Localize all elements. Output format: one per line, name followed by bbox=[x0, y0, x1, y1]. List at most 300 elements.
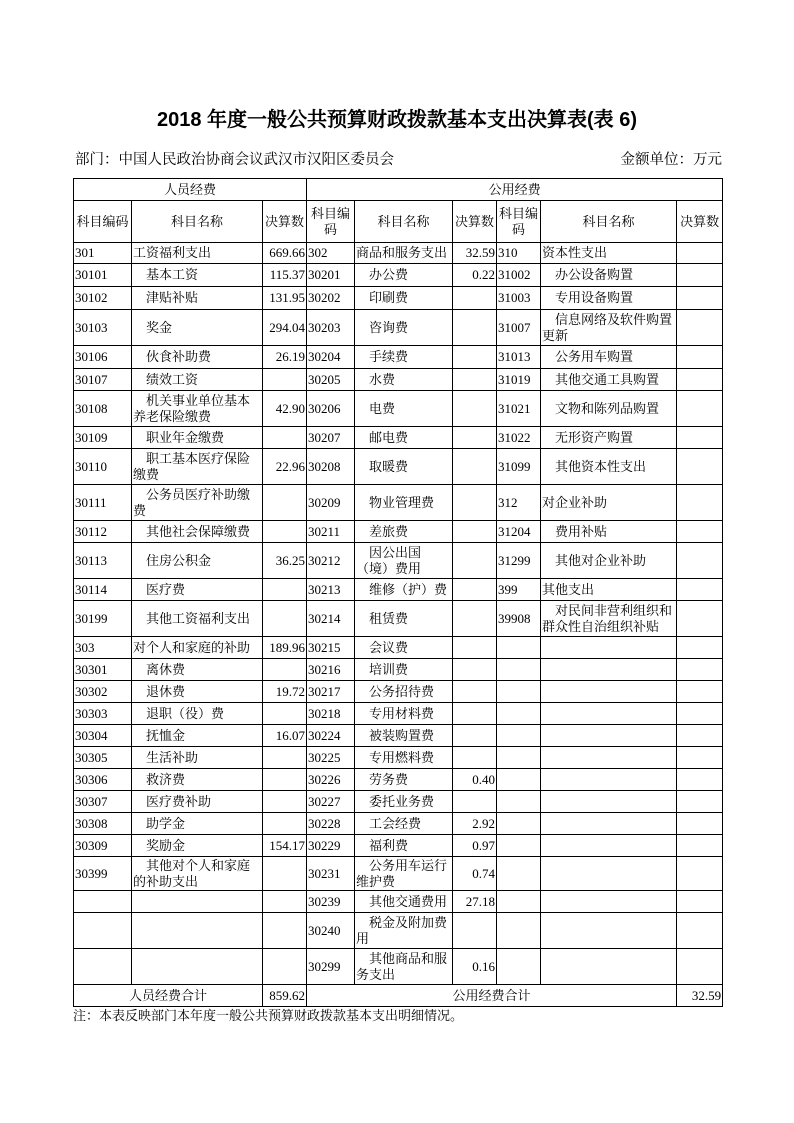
public-b-amount-cell bbox=[677, 264, 723, 287]
public-amount-cell: 2.92 bbox=[453, 813, 497, 835]
public-b-code-cell bbox=[497, 857, 541, 891]
table-row bbox=[74, 287, 723, 310]
public-code-cell: 30203 bbox=[307, 310, 355, 346]
public-b-code-cell bbox=[497, 891, 541, 913]
public-code-cell: 30218 bbox=[307, 703, 355, 725]
public-b-code-cell: 31007 bbox=[497, 310, 541, 346]
personnel-amount-cell bbox=[263, 601, 307, 637]
public-amount-cell bbox=[453, 791, 497, 813]
personnel-amount-cell: 154.17 bbox=[263, 835, 307, 857]
public-amount-cell bbox=[453, 449, 497, 485]
public-amount-cell bbox=[453, 485, 497, 521]
public-name-cell: 公务用车运行维护费 bbox=[355, 857, 453, 891]
personnel-code-cell: 30110 bbox=[74, 449, 132, 485]
public-b-amount-cell bbox=[677, 913, 723, 949]
document-title: 2018 年度一般公共预算财政拨款基本支出决算表(表 6) bbox=[156, 109, 638, 131]
public-code-cell: 30299 bbox=[307, 949, 355, 985]
public-amount-cell: 0.74 bbox=[453, 857, 497, 891]
personnel-total-amount: 859.62 bbox=[263, 985, 307, 1007]
group-header-row bbox=[74, 179, 723, 201]
public-b-name-header: 科目名称 bbox=[541, 201, 677, 243]
public-b-code-cell bbox=[497, 703, 541, 725]
public-b-name-cell bbox=[541, 913, 677, 949]
public-amount-cell: 0.16 bbox=[453, 949, 497, 985]
personnel-name-cell: 奖励金 bbox=[132, 835, 263, 857]
personnel-code-cell: 30114 bbox=[74, 579, 132, 601]
public-amount-cell bbox=[453, 521, 497, 543]
personnel-code-cell: 30302 bbox=[74, 681, 132, 703]
personnel-name-cell: 其他对个人和家庭的补助支出 bbox=[132, 857, 263, 891]
public-code-cell: 30211 bbox=[307, 521, 355, 543]
table-row bbox=[74, 391, 723, 427]
public-b-code-cell bbox=[497, 681, 541, 703]
personnel-amount-cell: 26.19 bbox=[263, 346, 307, 369]
personnel-code-cell: 303 bbox=[74, 637, 132, 659]
public-name-cell: 福利费 bbox=[355, 835, 453, 857]
personnel-name-cell bbox=[132, 913, 263, 949]
public-b-amount-cell bbox=[677, 703, 723, 725]
personnel-amount-cell: 22.96 bbox=[263, 449, 307, 485]
personnel-code-cell: 30102 bbox=[74, 287, 132, 310]
personnel-amount-cell bbox=[263, 813, 307, 835]
personnel-amount-cell: 189.96 bbox=[263, 637, 307, 659]
public-name-cell: 物业管理费 bbox=[355, 485, 453, 521]
public-b-amount-cell bbox=[677, 346, 723, 369]
personnel-code-cell: 30112 bbox=[74, 521, 132, 543]
public-b-code-cell: 31021 bbox=[497, 391, 541, 427]
public-b-code-cell bbox=[497, 835, 541, 857]
public-code-cell: 30227 bbox=[307, 791, 355, 813]
personnel-amount-cell bbox=[263, 369, 307, 391]
table-row bbox=[74, 949, 723, 985]
public-b-amount-cell bbox=[677, 369, 723, 391]
public-b-code-cell: 310 bbox=[497, 243, 541, 264]
public-name-cell: 邮电费 bbox=[355, 427, 453, 449]
public-code-cell: 30213 bbox=[307, 579, 355, 601]
table-row bbox=[74, 725, 723, 747]
public-name-cell: 差旅费 bbox=[355, 521, 453, 543]
personnel-name-cell bbox=[132, 891, 263, 913]
public-name-cell: 租赁费 bbox=[355, 601, 453, 637]
public-name-cell: 电费 bbox=[355, 391, 453, 427]
public-b-name-cell bbox=[541, 857, 677, 891]
public-name-cell: 取暖费 bbox=[355, 449, 453, 485]
public-b-name-cell: 对企业补助 bbox=[541, 485, 677, 521]
public-code-cell: 30228 bbox=[307, 813, 355, 835]
public-amount-cell: 27.18 bbox=[453, 891, 497, 913]
public-b-amount-cell bbox=[677, 287, 723, 310]
department-label: 部门：中国人民政治协商会议武汉市汉阳区委员会 bbox=[75, 152, 394, 168]
personnel-code-cell: 30399 bbox=[74, 857, 132, 891]
public-amount-cell: 0.40 bbox=[453, 769, 497, 791]
table-row bbox=[74, 769, 723, 791]
public-code-cell: 30217 bbox=[307, 681, 355, 703]
public-name-header: 科目名称 bbox=[355, 201, 453, 243]
public-b-amount-cell bbox=[677, 857, 723, 891]
public-amount-cell bbox=[453, 681, 497, 703]
public-b-name-cell bbox=[541, 813, 677, 835]
personnel-code-cell: 30306 bbox=[74, 769, 132, 791]
public-amount-cell: 0.22 bbox=[453, 264, 497, 287]
public-name-cell: 手续费 bbox=[355, 346, 453, 369]
public-b-code-cell bbox=[497, 725, 541, 747]
personnel-amount-header: 决算数 bbox=[263, 201, 307, 243]
personnel-name-cell: 基本工资 bbox=[132, 264, 263, 287]
personnel-amount-cell: 294.04 bbox=[263, 310, 307, 346]
public-name-cell: 因公出国（境）费用 bbox=[355, 543, 453, 579]
table-row bbox=[74, 703, 723, 725]
public-b-code-cell: 31013 bbox=[497, 346, 541, 369]
public-amount-cell bbox=[453, 427, 497, 449]
public-b-name-cell bbox=[541, 725, 677, 747]
public-name-cell: 培训费 bbox=[355, 659, 453, 681]
public-b-name-cell: 费用补贴 bbox=[541, 521, 677, 543]
personnel-code-cell: 30113 bbox=[74, 543, 132, 579]
personnel-amount-cell: 19.72 bbox=[263, 681, 307, 703]
personnel-amount-cell bbox=[263, 913, 307, 949]
public-amount-cell bbox=[453, 369, 497, 391]
public-name-cell: 专用材料费 bbox=[355, 703, 453, 725]
public-b-amount-cell bbox=[677, 769, 723, 791]
public-b-name-cell bbox=[541, 637, 677, 659]
public-b-amount-cell bbox=[677, 891, 723, 913]
personnel-code-cell: 30109 bbox=[74, 427, 132, 449]
public-b-code-cell: 312 bbox=[497, 485, 541, 521]
public-name-cell: 公务招待费 bbox=[355, 681, 453, 703]
personnel-code-cell: 30309 bbox=[74, 835, 132, 857]
personnel-total-label: 人员经费合计 bbox=[74, 985, 263, 1007]
public-b-amount-cell bbox=[677, 813, 723, 835]
public-b-name-cell: 资本性支出 bbox=[541, 243, 677, 264]
public-b-amount-cell bbox=[677, 637, 723, 659]
personnel-amount-cell bbox=[263, 949, 307, 985]
public-total-amount: 32.59 bbox=[677, 985, 723, 1007]
public-name-cell: 委托业务费 bbox=[355, 791, 453, 813]
public-name-cell: 税金及附加费用 bbox=[355, 913, 453, 949]
public-b-name-cell bbox=[541, 891, 677, 913]
table-row bbox=[74, 681, 723, 703]
personnel-amount-cell bbox=[263, 485, 307, 521]
personnel-group-header: 人员经费 bbox=[74, 179, 307, 201]
public-b-name-cell: 专用设备购置 bbox=[541, 287, 677, 310]
public-code-cell: 30214 bbox=[307, 601, 355, 637]
public-b-name-cell: 对民间非营利组织和群众性自治组织补贴 bbox=[541, 601, 677, 637]
amount-unit-label: 金额单位：万元 bbox=[620, 152, 722, 168]
personnel-name-cell: 退职（役）费 bbox=[132, 703, 263, 725]
public-b-amount-cell bbox=[677, 791, 723, 813]
public-total-label: 公用经费合计 bbox=[307, 985, 677, 1007]
public-b-amount-cell bbox=[677, 427, 723, 449]
public-b-code-cell bbox=[497, 813, 541, 835]
personnel-amount-cell bbox=[263, 857, 307, 891]
table-row bbox=[74, 747, 723, 769]
public-amount-cell bbox=[453, 391, 497, 427]
public-code-cell: 30215 bbox=[307, 637, 355, 659]
public-b-code-cell bbox=[497, 949, 541, 985]
public-amount-cell bbox=[453, 287, 497, 310]
public-b-name-cell bbox=[541, 791, 677, 813]
personnel-amount-cell bbox=[263, 579, 307, 601]
personnel-name-cell: 离休费 bbox=[132, 659, 263, 681]
public-code-cell: 30207 bbox=[307, 427, 355, 449]
public-code-cell: 30229 bbox=[307, 835, 355, 857]
public-amount-cell bbox=[453, 659, 497, 681]
public-amount-cell bbox=[453, 637, 497, 659]
public-code-cell: 302 bbox=[307, 243, 355, 264]
table-row bbox=[74, 449, 723, 485]
personnel-name-cell: 住房公积金 bbox=[132, 543, 263, 579]
public-amount-cell bbox=[453, 747, 497, 769]
meta-line bbox=[73, 150, 722, 170]
public-b-name-cell bbox=[541, 949, 677, 985]
public-code-cell: 30231 bbox=[307, 857, 355, 891]
public-amount-cell: 32.59 bbox=[453, 243, 497, 264]
table-row bbox=[74, 369, 723, 391]
public-b-name-cell: 其他资本性支出 bbox=[541, 449, 677, 485]
public-b-name-cell: 其他交通工具购置 bbox=[541, 369, 677, 391]
public-b-amount-cell bbox=[677, 725, 723, 747]
public-code-cell: 30206 bbox=[307, 391, 355, 427]
personnel-name-cell: 奖金 bbox=[132, 310, 263, 346]
table-row bbox=[74, 264, 723, 287]
public-b-amount-header: 决算数 bbox=[677, 201, 723, 243]
public-amount-cell bbox=[453, 346, 497, 369]
public-amount-cell: 0.97 bbox=[453, 835, 497, 857]
personnel-amount-cell bbox=[263, 891, 307, 913]
public-b-amount-cell bbox=[677, 391, 723, 427]
table-row bbox=[74, 346, 723, 369]
public-name-cell: 会议费 bbox=[355, 637, 453, 659]
table-row bbox=[74, 813, 723, 835]
public-b-amount-cell bbox=[677, 949, 723, 985]
personnel-amount-cell: 115.37 bbox=[263, 264, 307, 287]
public-b-code-cell bbox=[497, 659, 541, 681]
public-b-code-cell bbox=[497, 637, 541, 659]
personnel-amount-cell: 669.66 bbox=[263, 243, 307, 264]
table-body bbox=[74, 243, 723, 985]
public-b-amount-cell bbox=[677, 601, 723, 637]
footnote: 注：本表反映部门本年度一般公共预算财政拨款基本支出明细情况。 bbox=[73, 1008, 464, 1023]
public-code-header: 科目编码 bbox=[307, 201, 355, 243]
public-b-code-cell bbox=[497, 791, 541, 813]
table-row bbox=[74, 579, 723, 601]
personnel-amount-cell bbox=[263, 521, 307, 543]
personnel-name-cell: 救济费 bbox=[132, 769, 263, 791]
public-b-amount-cell bbox=[677, 681, 723, 703]
public-b-amount-cell bbox=[677, 543, 723, 579]
personnel-name-cell: 职工基本医疗保险缴费 bbox=[132, 449, 263, 485]
public-b-code-cell bbox=[497, 913, 541, 949]
public-name-cell: 其他交通费用 bbox=[355, 891, 453, 913]
personnel-code-cell bbox=[74, 949, 132, 985]
public-b-code-cell: 31099 bbox=[497, 449, 541, 485]
public-code-cell: 30205 bbox=[307, 369, 355, 391]
personnel-code-cell: 30106 bbox=[74, 346, 132, 369]
public-b-amount-cell bbox=[677, 521, 723, 543]
public-amount-cell bbox=[453, 913, 497, 949]
public-name-cell: 被装购置费 bbox=[355, 725, 453, 747]
personnel-name-cell: 医疗费补助 bbox=[132, 791, 263, 813]
personnel-name-cell: 工资福利支出 bbox=[132, 243, 263, 264]
personnel-amount-cell: 42.90 bbox=[263, 391, 307, 427]
personnel-amount-cell: 36.25 bbox=[263, 543, 307, 579]
public-name-cell: 水费 bbox=[355, 369, 453, 391]
expenditure-table bbox=[73, 178, 723, 1007]
table-row bbox=[74, 791, 723, 813]
personnel-name-cell: 退休费 bbox=[132, 681, 263, 703]
personnel-name-cell: 公务员医疗补助缴费 bbox=[132, 485, 263, 521]
public-b-code-cell: 39908 bbox=[497, 601, 541, 637]
personnel-name-cell: 津贴补贴 bbox=[132, 287, 263, 310]
public-b-code-cell: 31003 bbox=[497, 287, 541, 310]
personnel-amount-cell: 131.95 bbox=[263, 287, 307, 310]
public-code-cell: 30240 bbox=[307, 913, 355, 949]
public-b-name-cell: 公务用车购置 bbox=[541, 346, 677, 369]
personnel-code-cell: 30111 bbox=[74, 485, 132, 521]
personnel-name-cell: 对个人和家庭的补助 bbox=[132, 637, 263, 659]
public-b-code-cell: 31022 bbox=[497, 427, 541, 449]
column-header-row bbox=[74, 201, 723, 243]
personnel-amount-cell: 16.07 bbox=[263, 725, 307, 747]
personnel-code-cell: 30103 bbox=[74, 310, 132, 346]
personnel-name-cell: 绩效工资 bbox=[132, 369, 263, 391]
personnel-code-cell: 30108 bbox=[74, 391, 132, 427]
public-b-name-cell: 其他对企业补助 bbox=[541, 543, 677, 579]
public-name-cell: 商品和服务支出 bbox=[355, 243, 453, 264]
public-b-name-cell: 文物和陈列品购置 bbox=[541, 391, 677, 427]
public-b-name-cell bbox=[541, 835, 677, 857]
personnel-code-cell: 30199 bbox=[74, 601, 132, 637]
personnel-code-cell bbox=[74, 891, 132, 913]
table-row bbox=[74, 521, 723, 543]
public-code-cell: 30202 bbox=[307, 287, 355, 310]
public-b-code-cell: 31299 bbox=[497, 543, 541, 579]
personnel-name-cell: 伙食补助费 bbox=[132, 346, 263, 369]
personnel-code-cell: 30305 bbox=[74, 747, 132, 769]
public-amount-header: 决算数 bbox=[453, 201, 497, 243]
personnel-amount-cell bbox=[263, 791, 307, 813]
public-code-cell: 30201 bbox=[307, 264, 355, 287]
public-name-cell: 维修（护）费 bbox=[355, 579, 453, 601]
public-b-name-cell: 办公设备购置 bbox=[541, 264, 677, 287]
table-row bbox=[74, 310, 723, 346]
public-b-amount-cell bbox=[677, 449, 723, 485]
public-name-cell: 办公费 bbox=[355, 264, 453, 287]
personnel-code-cell: 30101 bbox=[74, 264, 132, 287]
public-amount-cell bbox=[453, 601, 497, 637]
public-b-code-cell: 31019 bbox=[497, 369, 541, 391]
public-amount-cell bbox=[453, 725, 497, 747]
personnel-code-header: 科目编码 bbox=[74, 201, 132, 243]
public-name-cell: 劳务费 bbox=[355, 769, 453, 791]
public-name-cell: 专用燃料费 bbox=[355, 747, 453, 769]
personnel-code-cell: 301 bbox=[74, 243, 132, 264]
personnel-name-cell: 职业年金缴费 bbox=[132, 427, 263, 449]
table-row bbox=[74, 891, 723, 913]
personnel-name-cell: 生活补助 bbox=[132, 747, 263, 769]
personnel-name-cell: 其他社会保障缴费 bbox=[132, 521, 263, 543]
public-b-amount-cell bbox=[677, 835, 723, 857]
public-group-header: 公用经费 bbox=[307, 179, 723, 201]
public-code-cell: 30224 bbox=[307, 725, 355, 747]
public-code-cell: 30209 bbox=[307, 485, 355, 521]
table-row bbox=[74, 485, 723, 521]
public-name-cell: 印刷费 bbox=[355, 287, 453, 310]
personnel-name-cell bbox=[132, 949, 263, 985]
personnel-code-cell: 30308 bbox=[74, 813, 132, 835]
table-row bbox=[74, 637, 723, 659]
public-amount-cell bbox=[453, 579, 497, 601]
public-b-code-cell bbox=[497, 769, 541, 791]
public-b-code-cell: 399 bbox=[497, 579, 541, 601]
public-b-amount-cell bbox=[677, 310, 723, 346]
public-b-amount-cell bbox=[677, 659, 723, 681]
table-row bbox=[74, 835, 723, 857]
personnel-code-cell: 30107 bbox=[74, 369, 132, 391]
public-b-code-cell: 31002 bbox=[497, 264, 541, 287]
public-name-cell: 咨询费 bbox=[355, 310, 453, 346]
public-b-code-cell: 31204 bbox=[497, 521, 541, 543]
public-b-code-cell bbox=[497, 747, 541, 769]
public-b-name-cell bbox=[541, 659, 677, 681]
public-code-cell: 30212 bbox=[307, 543, 355, 579]
table-row bbox=[74, 427, 723, 449]
personnel-amount-cell bbox=[263, 747, 307, 769]
public-b-amount-cell bbox=[677, 243, 723, 264]
personnel-name-cell: 机关事业单位基本养老保险缴费 bbox=[132, 391, 263, 427]
personnel-amount-cell bbox=[263, 769, 307, 791]
public-code-cell: 30239 bbox=[307, 891, 355, 913]
personnel-amount-cell bbox=[263, 427, 307, 449]
personnel-name-header: 科目名称 bbox=[132, 201, 263, 243]
table-row bbox=[74, 913, 723, 949]
public-b-amount-cell bbox=[677, 747, 723, 769]
personnel-name-cell: 医疗费 bbox=[132, 579, 263, 601]
public-code-cell: 30226 bbox=[307, 769, 355, 791]
personnel-name-cell: 其他工资福利支出 bbox=[132, 601, 263, 637]
public-b-name-cell: 信息网络及软件购置更新 bbox=[541, 310, 677, 346]
personnel-name-cell: 助学金 bbox=[132, 813, 263, 835]
table-row bbox=[74, 243, 723, 264]
public-name-cell: 工会经费 bbox=[355, 813, 453, 835]
public-code-cell: 30204 bbox=[307, 346, 355, 369]
public-code-cell: 30216 bbox=[307, 659, 355, 681]
table-row bbox=[74, 659, 723, 681]
public-amount-cell bbox=[453, 310, 497, 346]
public-b-name-cell bbox=[541, 747, 677, 769]
personnel-amount-cell bbox=[263, 659, 307, 681]
public-b-name-cell: 无形资产购置 bbox=[541, 427, 677, 449]
public-amount-cell bbox=[453, 543, 497, 579]
personnel-code-cell: 30304 bbox=[74, 725, 132, 747]
public-name-cell: 其他商品和服务支出 bbox=[355, 949, 453, 985]
public-code-cell: 30225 bbox=[307, 747, 355, 769]
public-b-name-cell: 其他支出 bbox=[541, 579, 677, 601]
personnel-name-cell: 抚恤金 bbox=[132, 725, 263, 747]
totals-row bbox=[74, 985, 723, 1007]
personnel-code-cell: 30301 bbox=[74, 659, 132, 681]
public-b-name-cell bbox=[541, 769, 677, 791]
public-amount-cell bbox=[453, 703, 497, 725]
public-b-name-cell bbox=[541, 681, 677, 703]
personnel-amount-cell bbox=[263, 703, 307, 725]
public-b-code-header: 科目编码 bbox=[497, 201, 541, 243]
personnel-code-cell: 30307 bbox=[74, 791, 132, 813]
table-row bbox=[74, 543, 723, 579]
public-b-amount-cell bbox=[677, 485, 723, 521]
personnel-code-cell bbox=[74, 913, 132, 949]
public-b-name-cell bbox=[541, 703, 677, 725]
